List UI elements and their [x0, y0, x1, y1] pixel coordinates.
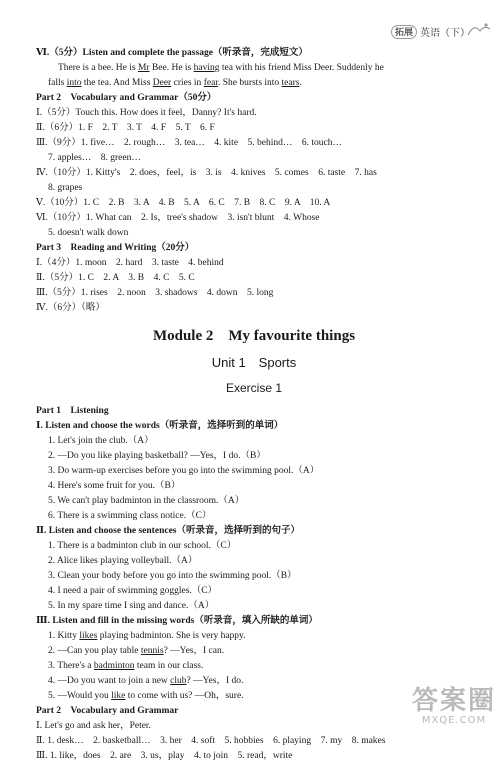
answer-line: Ⅳ.（6分）（略） — [36, 303, 105, 313]
answer-line: Ⅲ.（9分）1. five… 2. rough… 3. tea… 4. kite 5. behind… 6. touch… — [36, 138, 342, 148]
list-item: 1. There is a badminton club in our school.（C） — [48, 541, 237, 551]
answer-line: 8. grapes — [48, 183, 83, 193]
list-item: 5. We can't play badminton in the classroom.（A） — [48, 496, 245, 506]
part-heading: Part 3 Reading and Writing（20分） — [36, 243, 195, 253]
answer-line: Ⅱ. 1. desk… 2. basketball… 3. her 4. soft 5. hobbies 6. playing 7. my 8. makes — [36, 736, 386, 746]
answer-word: tears — [281, 78, 300, 88]
answer-line: Ⅰ.（5分）Touch this. How does it feel，Danny? It's hard. — [36, 108, 257, 118]
list-item: 5. In my spare time I sing and dance.（A） — [48, 601, 215, 611]
answer-word: Mr — [137, 63, 150, 73]
page-header — [391, 24, 470, 39]
answer-line: Ⅱ.（6分）1. F 2. T 3. T 4. F 5. T 6. F — [36, 123, 215, 133]
list-item: 2. —Can you play table tennis? —Yes，I can. — [48, 646, 225, 656]
list-item: 4. —Do you want to join a new club? —Yes，I do. — [48, 676, 244, 686]
list-item: 2. Alice likes playing volleyball.（A） — [48, 556, 198, 566]
list-item: 4. Here's some fruit for you.（B） — [48, 481, 181, 491]
answer-line: Ⅱ.（5分）1. C 2. A 3. B 4. C 5. C — [36, 273, 195, 283]
answer-line: Ⅵ.（10分）1. What can 2. Is，tree's shadow 3. isn't blunt 4. Whose — [36, 213, 320, 223]
answer-word: into — [66, 78, 82, 88]
answer-line: Ⅰ. Let's go and ask her，Peter. — [36, 721, 151, 731]
answer-line: 5. doesn't walk down — [48, 228, 129, 238]
part-heading: Part 2 Vocabulary and Grammar — [36, 706, 179, 716]
answer-word: club — [170, 676, 187, 686]
answer-word: like — [111, 691, 126, 701]
watermark — [412, 688, 496, 726]
list-item: 5. —Would you like to come with us? —Oh，sure. — [48, 691, 244, 701]
answer-line: Ⅳ.（10分）1. Kitty's 2. does，feel，is 3. is 4. knives 5. comes 6. taste 7. has — [36, 168, 377, 178]
list-item: 6. There is a swimming class notice.（C） — [48, 511, 212, 521]
answer-word: fear — [203, 78, 218, 88]
answer-word: tennis — [140, 646, 164, 656]
part-heading: Part 1 Listening — [36, 406, 109, 416]
answer-word: having — [193, 63, 220, 73]
answer-line: Ⅴ.（10分）1. C 2. B 3. A 4. B 5. A 6. C 7. B 8. C 9. A 10. A — [36, 198, 331, 208]
header-title: 英语（下） — [420, 28, 470, 39]
list-item: 2. —Do you like playing basketball? —Yes，I do.（B） — [48, 451, 266, 461]
passage-line: falls into the tea. And Miss Deer cries in fear. She bursts into tears. — [48, 78, 302, 88]
list-item: 1. Kitty likes playing badminton. She is very happy. — [48, 631, 246, 641]
header-logo: 拓展 — [391, 25, 417, 39]
list-item: 3. Do warm-up exercises before you go into the swimming pool.（A） — [48, 466, 320, 476]
answer-word: likes — [79, 631, 98, 641]
list-item: 3. There's a badminton team in our class. — [48, 661, 204, 671]
list-item: 3. Clean your body before you go into the swimming pool.（B） — [48, 571, 297, 581]
passage-line: There is a bee. He is Mr Bee. He is having tea with his friend Miss Deer. Suddenly he — [58, 63, 384, 73]
answer-line: Ⅲ.（5分）1. rises 2. noon 3. shadows 4. down 5. long — [36, 288, 274, 298]
answer-word: badminton — [93, 661, 135, 671]
decoration-icon — [466, 21, 492, 37]
answer-word: Deer — [152, 78, 172, 88]
section-heading: Ⅲ. Listen and fill in the missing words（听录音，填入所缺的单词） — [36, 616, 318, 626]
section-heading: Ⅵ.（5分）Listen and complete the passage（听录音，完成短文） — [36, 48, 308, 58]
part-heading: Part 2 Vocabulary and Grammar（50分） — [36, 93, 217, 103]
answer-line: 7. apples… 8. green… — [48, 153, 141, 163]
answer-line: Ⅲ. 1. like，does 2. are 3. us，play 4. to join 5. read，write — [36, 751, 293, 761]
exercise-title: Exercise 1 — [225, 381, 283, 395]
unit-title: Unit 1 Sports — [211, 355, 297, 370]
watermark-url: MXQE.COM — [421, 715, 487, 726]
module-title: Module 2 My favourite things — [152, 328, 356, 344]
list-item: 1. Let's join the club.（A） — [48, 436, 154, 446]
watermark-text: 答案圈 — [411, 686, 496, 716]
answer-line: Ⅰ.（4分）1. moon 2. hard 3. taste 4. behind — [36, 258, 224, 268]
list-item: 4. I need a pair of swimming goggles.（C） — [48, 586, 218, 596]
section-heading: Ⅰ. Listen and choose the words（听录音，选择听到的单词） — [36, 421, 284, 431]
section-heading: Ⅱ. Listen and choose the sentences（听录音，选择听到的句子） — [36, 526, 300, 536]
answer-content — [36, 46, 472, 764]
